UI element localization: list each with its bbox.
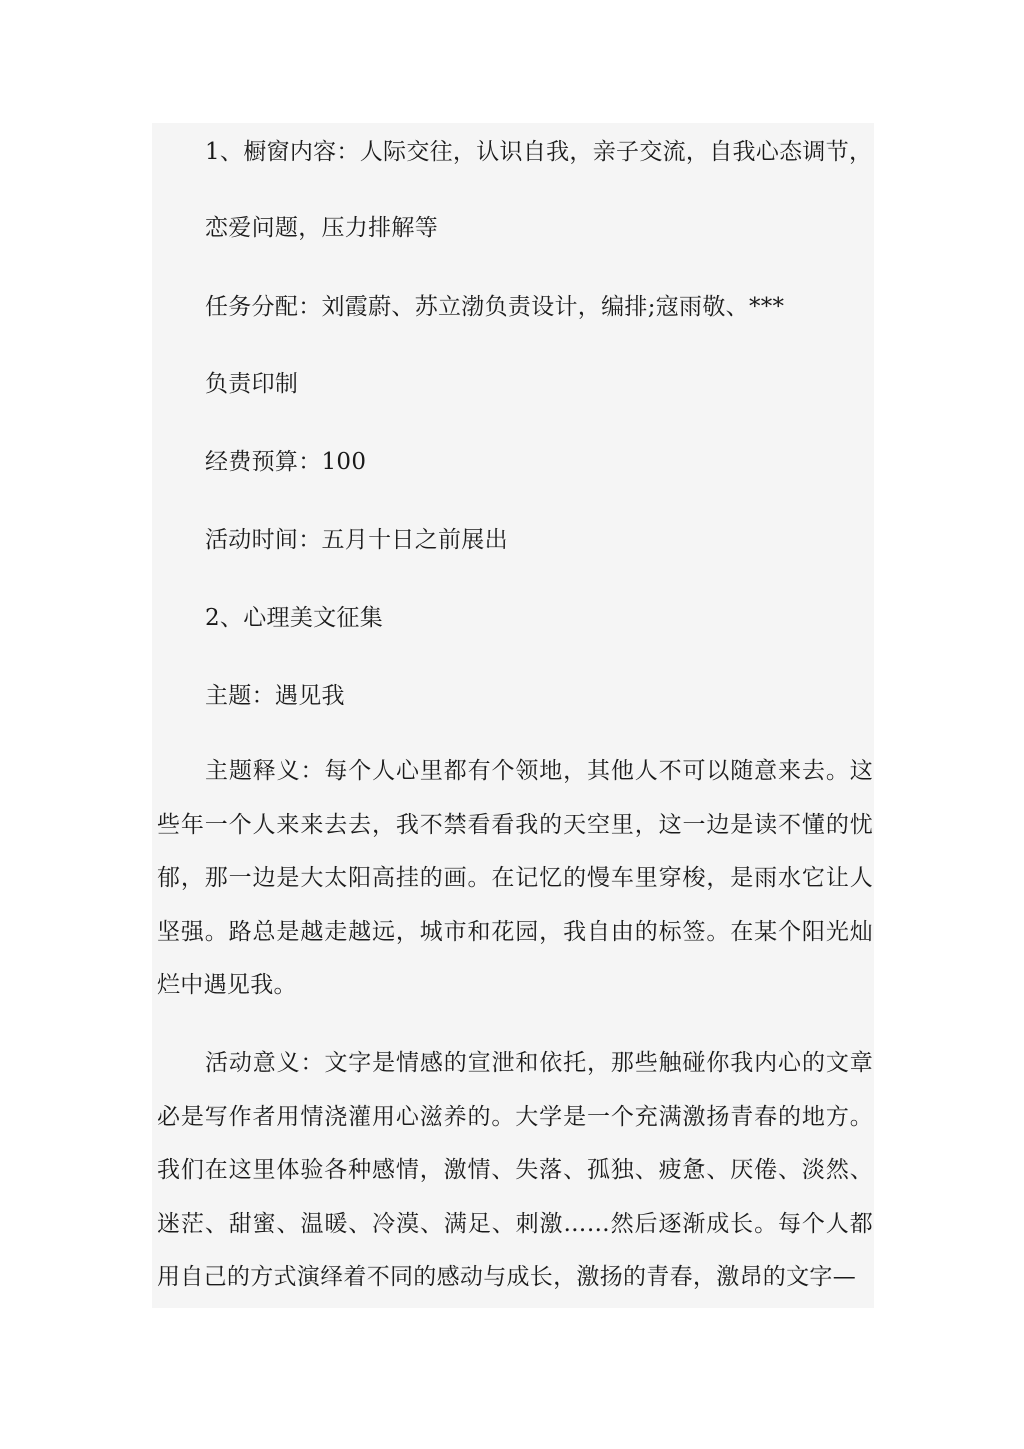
window-content-continuation: 恋爱问题，压力排解等 — [205, 215, 438, 241]
theme-explanation-paragraph: 主题释义：每个人心里都有个领地，其他人不可以随意来去。这些年一个人来来去去，我不禁看看我的天空里，这一边是读不懂的忧郁，那一边是大太阳高挂的画。在记忆的慢车里穿梭，是雨水它让人坚强。路总是越走越远，城市和花园，我自由的标签。在某个阳光灿烂中遇见我。 — [157, 758, 873, 998]
activity-time-line: 活动时间：五月十日之前展出 — [205, 527, 508, 553]
budget-line: 经费预算：100 — [205, 449, 367, 475]
task-assignment-continuation: 负责印制 — [205, 371, 299, 397]
window-content-line: 1、橱窗内容：人际交往，认识自我，亲子交流，自我心态调节， — [205, 139, 873, 165]
essay-collection-heading: 2、心理美文征集 — [205, 605, 384, 631]
activity-significance-paragraph: 活动意义：文字是情感的宣泄和依托，那些触碰你我内心的文章必是写作者用情浇灌用心滋养的。大学是一个充满激扬青春的地方。我们在这里体验各种感情，激情、失落、孤独、疲惫、厌倦、淡然、迷茫、甜蜜、温暖、冷漠、满足、刺激……然后逐渐成长。每个人都用自己的方式演绎着不同的感动与成长，激扬的青春，激昂的文字— — [157, 1050, 873, 1290]
theme-line: 主题：遇见我 — [205, 683, 345, 709]
task-assignment-line: 任务分配：刘霞蔚、苏立渤负责设计，编排;寇雨敬、*** — [205, 294, 785, 320]
